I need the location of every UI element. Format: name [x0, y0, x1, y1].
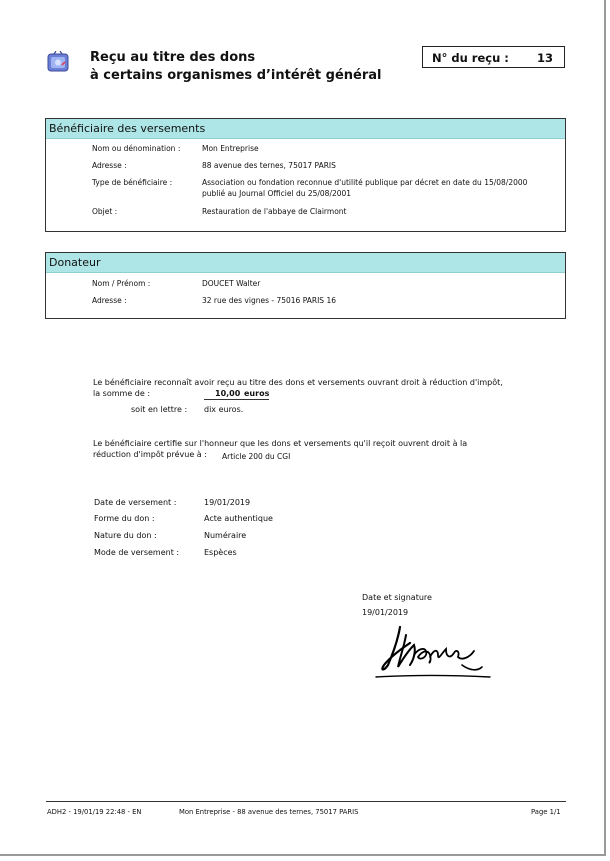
donor-heading: Donateur [46, 253, 565, 273]
sum-unit: euros [244, 389, 270, 398]
receipt-number-value: 13 [536, 51, 553, 65]
payment-date-value: 19/01/2019 [204, 498, 251, 507]
signature-date: 19/01/2019 [362, 608, 409, 617]
footer-page-number: Page 1/1 [531, 808, 561, 816]
letters-label: soit en lettre : [131, 405, 188, 414]
donation-form-label: Forme du don : [94, 514, 155, 523]
payment-mode-value: Espèces [204, 548, 237, 557]
beneficiary-object-label: Objet : [92, 207, 118, 216]
footer-divider [46, 801, 566, 802]
donation-form-value: Acte authentique [204, 514, 273, 523]
acknowledgement-line: Le bénéficiaire reconnaît avoir reçu au titre des dons et versements ouvrant droit à réduction d'impôt, [93, 378, 503, 387]
letters-value: dix euros. [204, 405, 244, 414]
receipt-number-box [422, 46, 565, 68]
beneficiary-address-value: 88 avenue des ternes, 75017 PARIS [202, 161, 336, 170]
payment-date-label: Date de versement : [94, 498, 177, 507]
beneficiary-name-value: Mon Entreprise [202, 144, 259, 153]
donor-section [45, 252, 566, 319]
footer-left: ADH2 - 19/01/19 22:48 - EN [47, 808, 142, 816]
footer-center: Mon Entreprise - 88 avenue des ternes, 75017 PARIS [179, 808, 359, 816]
sum-value: 10,00 [215, 389, 241, 398]
sum-underline [204, 399, 269, 400]
beneficiary-heading: Bénéficiaire des versements [46, 119, 565, 139]
payment-mode-label: Mode de versement : [94, 548, 180, 557]
beneficiary-type-value-2: publié au Journal Officiel du 25/08/2001 [202, 189, 352, 198]
donor-address-value: 32 rue des vignes - 75016 PARIS 16 [202, 296, 336, 305]
donor-name-value: DOUCET Walter [202, 279, 261, 288]
title-line-2: à certains organismes d’intérêt général [90, 68, 382, 83]
beneficiary-type-value: Association ou fondation reconnue d'utilité publique par décret en date du 15/08/2000 [202, 178, 528, 187]
certification-ref-value: Article 200 du CGI [222, 452, 291, 461]
signature-label: Date et signature [362, 593, 432, 602]
beneficiary-section [45, 118, 566, 232]
donor-name-label: Nom / Prénom : [92, 279, 151, 288]
sum-label: la somme de : [93, 389, 151, 398]
beneficiary-object-value: Restauration de l'abbaye de Clairmont [202, 207, 347, 216]
document-title [90, 49, 381, 85]
beneficiary-type-label: Type de bénéficiaire : [92, 178, 173, 187]
donation-nature-value: Numéraire [204, 531, 247, 540]
donation-nature-label: Nature du don : [94, 531, 157, 540]
beneficiary-address-label: Adresse : [92, 161, 127, 170]
donor-address-label: Adresse : [92, 296, 127, 305]
certification-ref-label: réduction d'impôt prévue à : [93, 450, 207, 459]
title-line-1: Reçu au titre des dons [90, 50, 256, 65]
app-logo-icon [47, 51, 69, 73]
handwritten-signature [370, 621, 495, 683]
beneficiary-name-label: Nom ou dénomination : [92, 144, 181, 153]
receipt-number-label: N° du reçu : [432, 51, 509, 65]
certification-line: Le bénéficiaire certifie sur l'honneur que les dons et versements qu'il reçoit ouvrent droit à la [93, 439, 468, 448]
